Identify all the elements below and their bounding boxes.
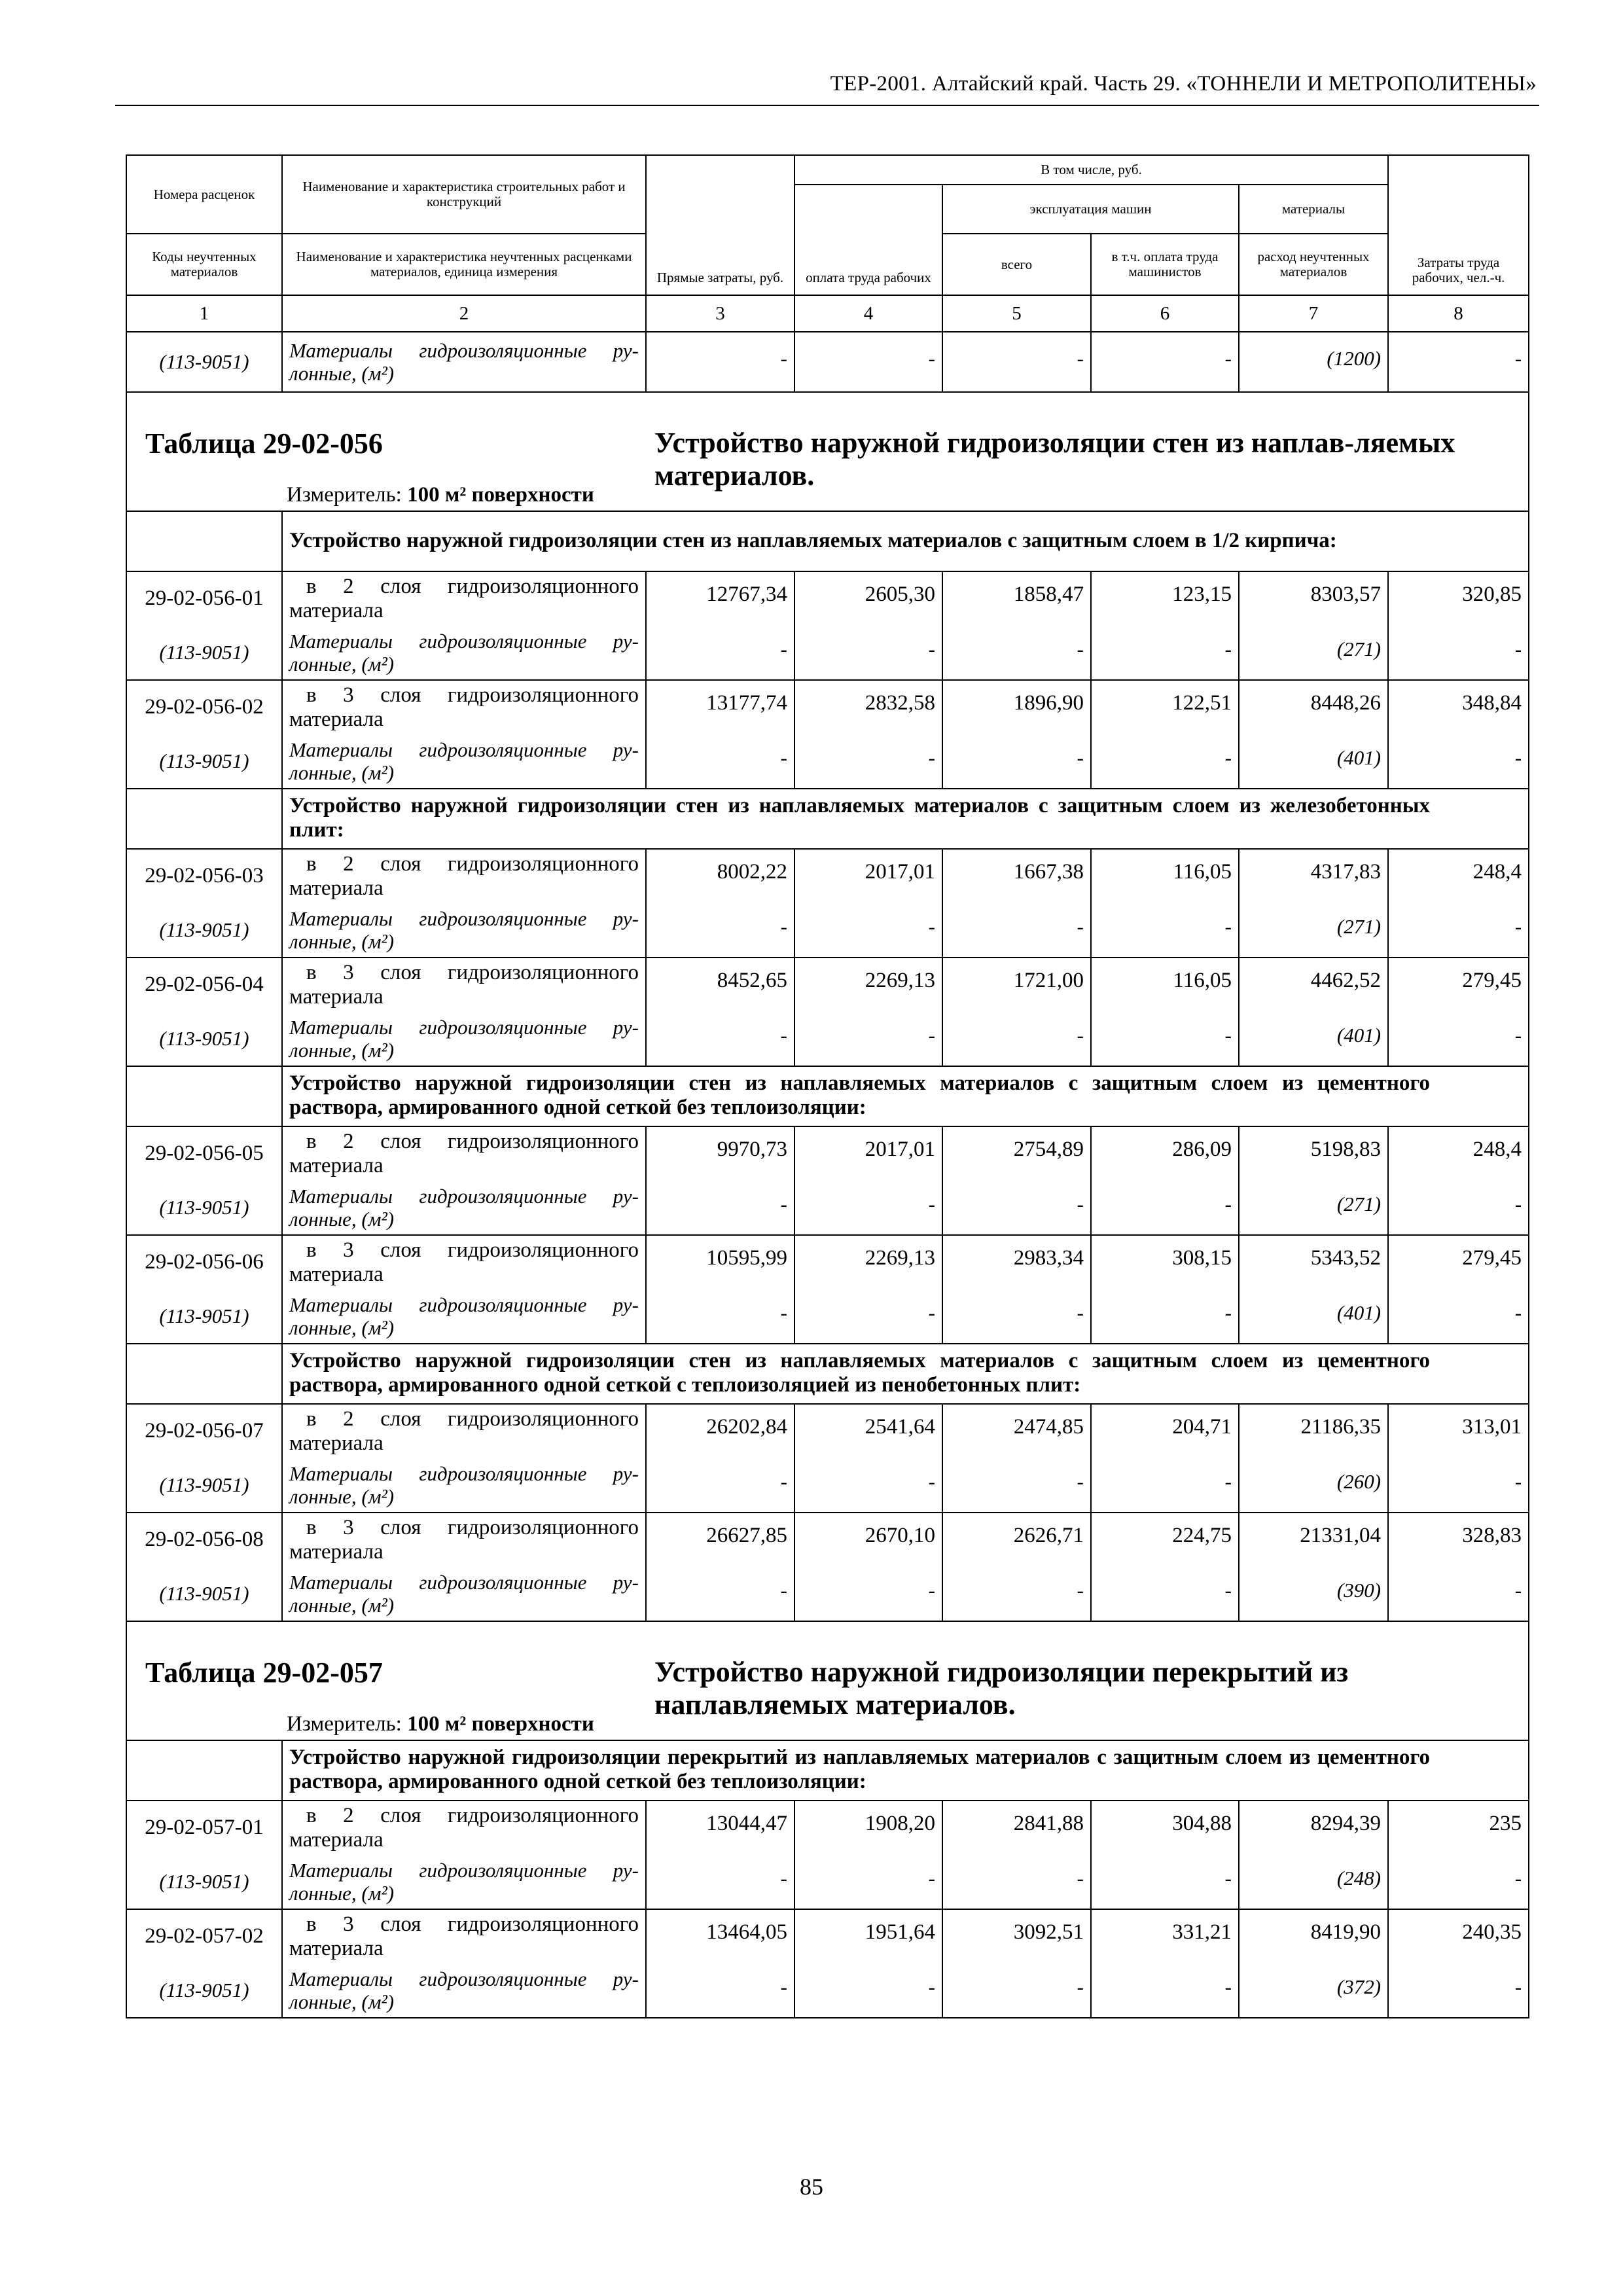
header-rule: [115, 105, 1539, 106]
material-name-line2: лонные, (м²): [289, 761, 395, 784]
work-name: [282, 958, 646, 1011]
group-row: [126, 1344, 1529, 1404]
dash: -: [794, 1566, 942, 1621]
labor-hours: 279,45: [1388, 958, 1529, 1011]
column-number: 2: [282, 295, 646, 332]
table-measure: [287, 483, 594, 507]
page-number: 85: [800, 2174, 823, 2200]
materials-cost: 8419,90: [1239, 1909, 1388, 1963]
material-name: [282, 1458, 646, 1513]
labor-hours: 248,4: [1388, 849, 1529, 903]
measure-value: 100 м² поверхности: [407, 1712, 594, 1736]
column-number: 4: [794, 295, 942, 332]
labor-pay: 2269,13: [794, 1235, 942, 1289]
operators-pay: 224,75: [1091, 1513, 1239, 1566]
materials-cost: 8303,57: [1239, 571, 1388, 625]
dash: -: [942, 1963, 1091, 2018]
rate-row: [126, 1404, 1529, 1458]
work-name-line1: в 3 слоя гидроизоляционного: [306, 683, 639, 707]
group-row: [126, 511, 1529, 571]
dash: -: [646, 332, 794, 392]
work-name: [282, 571, 646, 625]
material-consumption: (271): [1239, 903, 1388, 958]
rate-row: [126, 1235, 1529, 1289]
rate-row: [126, 1801, 1529, 1854]
work-name-line1: в 3 слоя гидроизоляционного: [306, 1515, 639, 1539]
header-col1-bottom: Коды неучтенных материалов: [126, 234, 282, 295]
machines-total: 2626,71: [942, 1513, 1091, 1566]
header-col2-bottom: Наименование и характеристика неучтенных расценками материалов, единица измерения: [282, 234, 646, 295]
column-number: 3: [646, 295, 794, 332]
labor-hours: 328,83: [1388, 1513, 1529, 1566]
dash: -: [1091, 1458, 1239, 1513]
dash: -: [1388, 903, 1529, 958]
work-name-line1: в 2 слоя гидроизоляционного: [306, 852, 639, 876]
header-labor-pay: оплата труда рабочих: [794, 185, 942, 295]
material-code: (113-9051): [126, 903, 282, 958]
dash: -: [646, 1854, 794, 1909]
dash: -: [1091, 332, 1239, 392]
header-machines-total: всего: [942, 234, 1091, 295]
dash: -: [646, 1458, 794, 1513]
column-number: 6: [1091, 295, 1239, 332]
dash: -: [646, 903, 794, 958]
material-code: (113-9051): [126, 1963, 282, 2018]
material-row: [126, 1458, 1529, 1513]
labor-pay: 2269,13: [794, 958, 942, 1011]
measure-label: Измеритель:: [287, 1712, 402, 1736]
dash: -: [942, 1854, 1091, 1909]
dash: -: [1091, 903, 1239, 958]
work-name-line2: материала: [289, 984, 383, 1009]
materials-cost: 8294,39: [1239, 1801, 1388, 1854]
material-row: [126, 1854, 1529, 1909]
dash: -: [794, 1289, 942, 1344]
dash: -: [1388, 734, 1529, 789]
material-name-line1: Материалы гидроизоляционные ру-: [289, 1570, 639, 1594]
dash: -: [942, 903, 1091, 958]
table-title: Устройство наружной гидроизоляции стен из наплав-ляемых материалов.: [654, 427, 1455, 492]
direct-costs: 13464,05: [646, 1909, 794, 1963]
header-labor-hours: Затраты труда рабочих, чел.-ч.: [1388, 155, 1529, 295]
running-header: ТЕР-2001. Алтайский край. Часть 29. «ТОННЕЛИ И МЕТРОПОЛИТЕНЫ»: [830, 72, 1537, 96]
rate-code: 29-02-057-02: [126, 1909, 282, 1963]
labor-pay: 2832,58: [794, 680, 942, 734]
dash: -: [942, 1011, 1091, 1066]
labor-hours: 279,45: [1388, 1235, 1529, 1289]
dash: -: [942, 734, 1091, 789]
table-title-block: [127, 393, 1528, 511]
material-name: [282, 903, 646, 958]
dash: -: [1388, 1289, 1529, 1344]
material-name-line2: лонные, (м²): [289, 1990, 395, 2013]
work-name-line2: материала: [289, 1827, 383, 1852]
material-name: [282, 625, 646, 680]
material-row: [126, 734, 1529, 789]
header-direct-costs: Прямые затраты, руб.: [646, 155, 794, 295]
group-title: Устройство наружной гидроизоляции перекрытий из наплавляемых материалов с защитным слоем из цементного раствора, армированного одной сеткой без теплоизоляции:: [282, 1740, 1529, 1801]
rate-code: 29-02-056-04: [126, 958, 282, 1011]
materials-cost: 4462,52: [1239, 958, 1388, 1011]
material-name-line1: Материалы гидроизоляционные ру-: [289, 1015, 639, 1039]
dash: -: [794, 332, 942, 392]
rate-code: 29-02-057-01: [126, 1801, 282, 1854]
work-name-line2: материала: [289, 1539, 383, 1564]
dash: -: [1091, 734, 1239, 789]
direct-costs: 8002,22: [646, 849, 794, 903]
work-name-line2: материала: [289, 707, 383, 731]
header-col2-top: Наименование и характеристика строительных работ и конструкций: [282, 155, 646, 234]
group-code-cell: [126, 789, 282, 849]
material-name-line1: Материалы гидроизоляционные ру-: [289, 738, 639, 761]
material-consumption: (401): [1239, 1011, 1388, 1066]
measure-label: Измеритель:: [287, 483, 402, 507]
labor-pay: 2017,01: [794, 849, 942, 903]
work-name-line2: материала: [289, 876, 383, 900]
dash: -: [794, 1011, 942, 1066]
material-name: [282, 1180, 646, 1235]
rate-code: 29-02-056-01: [126, 571, 282, 625]
dash: -: [794, 1180, 942, 1235]
operators-pay: 116,05: [1091, 958, 1239, 1011]
dash: -: [1091, 1854, 1239, 1909]
material-name-line2: лонные, (м²): [289, 1207, 395, 1230]
work-name-line1: в 2 слоя гидроизоляционного: [306, 1407, 639, 1431]
direct-costs: 13044,47: [646, 1801, 794, 1854]
dash: -: [646, 1011, 794, 1066]
dash: -: [942, 332, 1091, 392]
labor-pay: 2017,01: [794, 1126, 942, 1180]
operators-pay: 116,05: [1091, 849, 1239, 903]
dash: -: [942, 1458, 1091, 1513]
material-name: [282, 734, 646, 789]
material-consumption: (401): [1239, 1289, 1388, 1344]
machines-total: 2983,34: [942, 1235, 1091, 1289]
material-name-line1: Материалы гидроизоляционные ру-: [289, 906, 639, 930]
group-code-cell: [126, 1066, 282, 1126]
operators-pay: 204,71: [1091, 1404, 1239, 1458]
group-title: Устройство наружной гидроизоляции стен из наплавляемых материалов с защитным слоем из цементного раствора, армированного одной сеткой с теплоизоляцией из пенобетонных плит:: [282, 1344, 1529, 1404]
rate-row: [126, 1513, 1529, 1566]
material-consumption: (372): [1239, 1963, 1388, 2018]
materials-cost: 5198,83: [1239, 1126, 1388, 1180]
rate-code: 29-02-056-07: [126, 1404, 282, 1458]
machines-total: 2754,89: [942, 1126, 1091, 1180]
dash: -: [646, 1566, 794, 1621]
direct-costs: 8452,65: [646, 958, 794, 1011]
material-name: [282, 1963, 646, 2018]
work-name: [282, 1404, 646, 1458]
material-name-line1: Материалы гидроизоляционные ру-: [289, 1858, 639, 1882]
materials-cost: 21331,04: [1239, 1513, 1388, 1566]
rate-row: [126, 1126, 1529, 1180]
material-name-line2: лонные, (м²): [289, 1316, 395, 1339]
material-name-line2: лонные, (м²): [289, 1484, 395, 1508]
rate-code: 29-02-056-06: [126, 1235, 282, 1289]
dash: -: [1091, 1011, 1239, 1066]
materials-cost: 21186,35: [1239, 1404, 1388, 1458]
dash: -: [942, 1566, 1091, 1621]
labor-pay: 1951,64: [794, 1909, 942, 1963]
material-code: (113-9051): [126, 734, 282, 789]
machines-total: 1858,47: [942, 571, 1091, 625]
rates-table: [126, 154, 1529, 2018]
group-code-cell: [126, 1740, 282, 1801]
dash: -: [646, 734, 794, 789]
work-name-line1: в 3 слоя гидроизоляционного: [306, 1912, 639, 1936]
material-code: (113-9051): [126, 1289, 282, 1344]
material-name: [282, 1011, 646, 1066]
dash: -: [1091, 1566, 1239, 1621]
material-code: (113-9051): [126, 1854, 282, 1909]
header-machines: эксплуатация машин: [942, 185, 1239, 234]
material-name-line1: Материалы гидроизоляционные ру-: [289, 1462, 639, 1485]
group-title: Устройство наружной гидроизоляции стен из наплавляемых материалов с защитным слоем из цементного раствора, армированного одной сеткой без теплоизоляции:: [282, 1066, 1529, 1126]
direct-costs: 26202,84: [646, 1404, 794, 1458]
direct-costs: 12767,34: [646, 571, 794, 625]
column-number: 5: [942, 295, 1091, 332]
work-name-line2: материала: [289, 598, 383, 622]
operators-pay: 286,09: [1091, 1126, 1239, 1180]
rate-code: 29-02-056-03: [126, 849, 282, 903]
table-title-cell: [126, 1621, 1529, 1740]
table-measure: [287, 1712, 594, 1736]
material-consumption: (271): [1239, 625, 1388, 680]
labor-pay: 2605,30: [794, 571, 942, 625]
labor-hours: 348,84: [1388, 680, 1529, 734]
header-material-consumption: расход неучтенных материалов: [1239, 234, 1388, 295]
table-number: Таблица 29-02-057: [145, 1657, 383, 1689]
dash: -: [1388, 1854, 1529, 1909]
dash: -: [794, 625, 942, 680]
material-name-line2: лонные, (м²): [289, 1038, 395, 1062]
table-title-cell: [126, 392, 1529, 511]
operators-pay: 308,15: [1091, 1235, 1239, 1289]
materials-cost: 5343,52: [1239, 1235, 1388, 1289]
rate-row: [126, 958, 1529, 1011]
work-name-line1: в 2 слоя гидроизоляционного: [306, 1129, 639, 1153]
column-number: 1: [126, 295, 282, 332]
table-number: Таблица 29-02-056: [145, 427, 383, 459]
dash: -: [1091, 625, 1239, 680]
machines-total: 2474,85: [942, 1404, 1091, 1458]
labor-pay: 1908,20: [794, 1801, 942, 1854]
work-name-line2: материала: [289, 1262, 383, 1286]
machines-total: 2841,88: [942, 1801, 1091, 1854]
material-name-line2: лонные, (м²): [289, 362, 395, 385]
work-name: [282, 680, 646, 734]
work-name: [282, 1801, 646, 1854]
labor-hours: 240,35: [1388, 1909, 1529, 1963]
work-name: [282, 1513, 646, 1566]
work-name-line1: в 3 слоя гидроизоляционного: [306, 960, 639, 984]
dash: -: [1388, 625, 1529, 680]
column-number: 8: [1388, 295, 1529, 332]
dash: -: [942, 1180, 1091, 1235]
material-consumption: (260): [1239, 1458, 1388, 1513]
material-consumption: (401): [1239, 734, 1388, 789]
direct-costs: 13177,74: [646, 680, 794, 734]
operators-pay: 123,15: [1091, 571, 1239, 625]
dash: -: [1091, 1963, 1239, 2018]
rate-row: [126, 571, 1529, 625]
dash: -: [1388, 1180, 1529, 1235]
material-code: (113-9051): [126, 1180, 282, 1235]
material-name-line1: Материалы гидроизоляционные ру-: [289, 339, 639, 362]
material-row: [126, 625, 1529, 680]
group-title: Устройство наружной гидроизоляции стен из наплавляемых материалов с защитным слоем в 1/2 кирпича:: [282, 511, 1529, 571]
operators-pay: 122,51: [1091, 680, 1239, 734]
work-name: [282, 849, 646, 903]
rate-row: [126, 1909, 1529, 1963]
material-name-line2: лонные, (м²): [289, 1593, 395, 1617]
material-consumption: (390): [1239, 1566, 1388, 1621]
dash: -: [646, 1180, 794, 1235]
material-row: [126, 1180, 1529, 1235]
work-name-line1: в 3 слоя гидроизоляционного: [306, 1238, 639, 1262]
material-row: [126, 1289, 1529, 1344]
work-name-line1: в 2 слоя гидроизоляционного: [306, 574, 639, 598]
material-row: [126, 1963, 1529, 2018]
dash: -: [794, 734, 942, 789]
direct-costs: 10595,99: [646, 1235, 794, 1289]
material-name-line2: лонные, (м²): [289, 652, 395, 675]
material-consumption: (1200): [1239, 332, 1388, 392]
group-code-cell: [126, 1344, 282, 1404]
rate-row: [126, 680, 1529, 734]
dash: -: [646, 1289, 794, 1344]
dash: -: [794, 1854, 942, 1909]
work-name-line1: в 2 слоя гидроизоляционного: [306, 1803, 639, 1827]
material-code: (113-9051): [126, 1011, 282, 1066]
material-consumption: (271): [1239, 1180, 1388, 1235]
table-title: Устройство наружной гидроизоляции перекрытий из наплавляемых материалов.: [654, 1656, 1349, 1721]
table-title-row: [126, 392, 1529, 511]
material-name-line1: Материалы гидроизоляционные ру-: [289, 1184, 639, 1208]
dash: -: [1388, 1011, 1529, 1066]
material-name-line1: Материалы гидроизоляционные ру-: [289, 1967, 639, 1990]
material-name: [282, 1566, 646, 1621]
dash: -: [794, 1458, 942, 1513]
operators-pay: 331,21: [1091, 1909, 1239, 1963]
material-name: [282, 1854, 646, 1909]
table-title-row: [126, 1621, 1529, 1740]
dash: -: [646, 1963, 794, 2018]
work-name-line2: материала: [289, 1936, 383, 1960]
work-name: [282, 1235, 646, 1289]
material-code: (113-9051): [126, 625, 282, 680]
dash: -: [794, 1963, 942, 2018]
dash: -: [1388, 1566, 1529, 1621]
material-name-line2: лонные, (м²): [289, 929, 395, 953]
machines-total: 3092,51: [942, 1909, 1091, 1963]
machines-total: 1896,90: [942, 680, 1091, 734]
dash: -: [1091, 1180, 1239, 1235]
group-row: [126, 1740, 1529, 1801]
operators-pay: 304,88: [1091, 1801, 1239, 1854]
dash: -: [942, 625, 1091, 680]
dash: -: [1388, 1458, 1529, 1513]
group-row: [126, 1066, 1529, 1126]
direct-costs: 26627,85: [646, 1513, 794, 1566]
group-title: Устройство наружной гидроизоляции стен из наплавляемых материалов с защитным слоем из железобетонных плит:: [282, 789, 1529, 849]
work-name: [282, 1126, 646, 1180]
column-number: 7: [1239, 295, 1388, 332]
dash: -: [1388, 1963, 1529, 2018]
header-materials: материалы: [1239, 185, 1388, 234]
material-consumption: (248): [1239, 1854, 1388, 1909]
labor-hours: 235: [1388, 1801, 1529, 1854]
work-name-line2: материала: [289, 1431, 383, 1455]
rate-code: 29-02-056-08: [126, 1513, 282, 1566]
dash: -: [942, 1289, 1091, 1344]
dash: -: [1388, 332, 1529, 392]
material-name: [282, 1289, 646, 1344]
rate-code: 29-02-056-02: [126, 680, 282, 734]
dash: -: [794, 903, 942, 958]
measure-value: 100 м² поверхности: [407, 483, 594, 507]
group-row: [126, 789, 1529, 849]
material-code: (113-9051): [126, 1458, 282, 1513]
material-code: (113-9051): [126, 1566, 282, 1621]
labor-pay: 2670,10: [794, 1513, 942, 1566]
group-code-cell: [126, 511, 282, 571]
labor-pay: 2541,64: [794, 1404, 942, 1458]
materials-cost: 4317,83: [1239, 849, 1388, 903]
table-title-block: [127, 1622, 1528, 1740]
rate-row: [126, 849, 1529, 903]
header-col1-top: Номера расценок: [126, 155, 282, 234]
machines-total: 1667,38: [942, 849, 1091, 903]
rate-code: 29-02-056-05: [126, 1126, 282, 1180]
labor-hours: 248,4: [1388, 1126, 1529, 1180]
material-code: (113-9051): [126, 332, 282, 392]
header-included: В том числе, руб.: [794, 155, 1388, 185]
machines-total: 1721,00: [942, 958, 1091, 1011]
dash: -: [1091, 1289, 1239, 1344]
material-name-line2: лонные, (м²): [289, 1881, 395, 1905]
material-name-line1: Материалы гидроизоляционные ру-: [289, 1293, 639, 1316]
material-name: [282, 332, 646, 392]
carry-over-material-row: [126, 332, 1529, 392]
materials-cost: 8448,26: [1239, 680, 1388, 734]
material-row: [126, 1566, 1529, 1621]
work-name: [282, 1909, 646, 1963]
material-name-line1: Материалы гидроизоляционные ру-: [289, 629, 639, 653]
material-row: [126, 903, 1529, 958]
material-row: [126, 1011, 1529, 1066]
labor-hours: 320,85: [1388, 571, 1529, 625]
labor-hours: 313,01: [1388, 1404, 1529, 1458]
work-name-line2: материала: [289, 1153, 383, 1177]
header-operators-pay: в т.ч. оплата труда машинистов: [1091, 234, 1239, 295]
direct-costs: 9970,73: [646, 1126, 794, 1180]
dash: -: [646, 625, 794, 680]
